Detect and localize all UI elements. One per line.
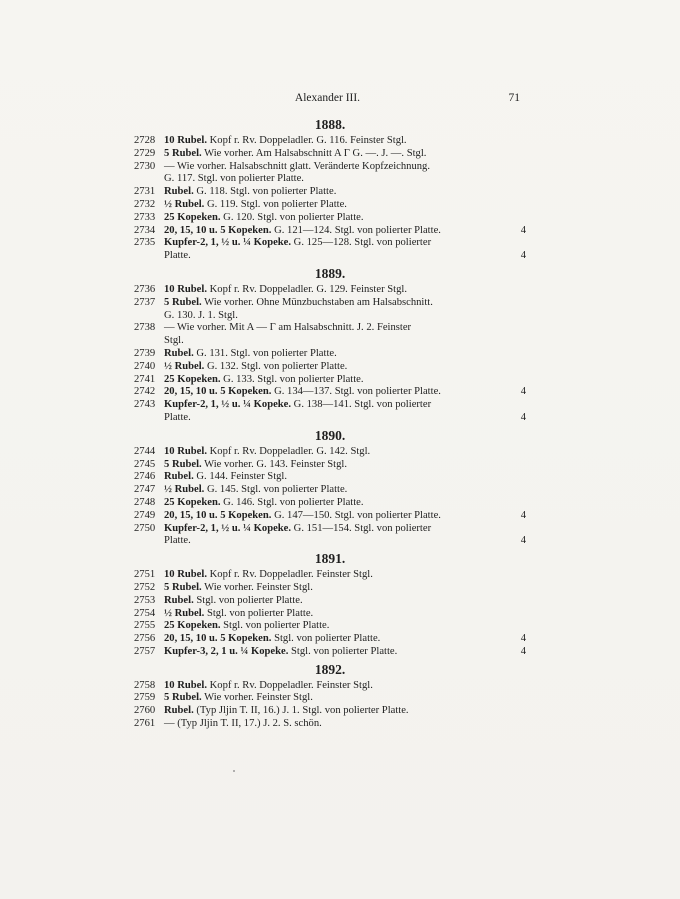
entry-number: 2757 — [134, 645, 156, 657]
catalog-entry — [134, 446, 526, 459]
entry-number: 2754 — [134, 607, 156, 619]
entry-description: G. 120. Stgl. von polierter Platte. — [220, 211, 364, 223]
entry-number: 2741 — [134, 373, 156, 385]
catalog-entry — [134, 459, 526, 472]
entry-number: 2732 — [134, 198, 156, 210]
entry-number: 2729 — [134, 147, 156, 159]
entry-number: 2744 — [134, 445, 156, 457]
entry-description: G. 138—141. Stgl. von polierter — [291, 399, 432, 411]
catalog-entry — [134, 510, 526, 523]
catalog-entry — [134, 212, 526, 225]
quantity-note: 4 — [520, 224, 526, 236]
catalog-entry — [134, 692, 526, 705]
page-header — [135, 92, 520, 108]
catalog-entry — [134, 237, 526, 263]
catalog-entry — [134, 633, 526, 646]
entry-number: 2730 — [134, 160, 156, 172]
denomination: 20, 15, 10 u. 5 Kopeken. — [164, 224, 272, 236]
entry-description: G. 133. Stgl. von polierter Platte. — [220, 373, 364, 385]
entry-number: 2759 — [134, 692, 156, 704]
entry-description: Stgl. von polierter Platte. — [220, 620, 330, 632]
entry-number: 2745 — [134, 458, 156, 470]
entry-description: Kopf r. Rv. Doppeladler. Feinster Stgl. — [206, 569, 373, 581]
catalog-entry — [134, 148, 526, 161]
entry-number: 2742 — [134, 386, 156, 398]
denomination: Rubel. — [164, 186, 194, 198]
entry-continuation — [134, 250, 526, 263]
entry-continuation — [134, 335, 526, 348]
catalog-entry — [134, 322, 526, 348]
denomination: 25 Kopeken. — [164, 620, 221, 632]
entry-description: — Wie vorher. Halsabschnitt glatt. Veränderte Kopfzeichnung. — [164, 160, 431, 172]
quantity-note: 4 — [520, 386, 526, 398]
catalog-entry — [134, 471, 526, 484]
denomination: 10 Rubel. — [164, 283, 207, 295]
entry-description: G. 119. Stgl. von polierter Platte. — [204, 198, 347, 210]
entry-number: 2752 — [134, 581, 156, 593]
entry-number: 2736 — [134, 283, 156, 295]
denomination: 25 Kopeken. — [164, 496, 221, 508]
quantity-note: 4 — [520, 250, 526, 262]
year-heading: 1889. — [314, 265, 346, 281]
entry-number: 2760 — [134, 705, 156, 717]
year-heading: 1891. — [314, 551, 346, 567]
year-heading: 1890. — [314, 427, 346, 443]
entry-description: G. 134—137. Stgl. von polierter Platte. — [271, 386, 441, 398]
entry-description: G. 144. Feinster Stgl. — [193, 471, 288, 483]
entry-description: G. 125—128. Stgl. von polierter — [291, 237, 432, 249]
denomination: Rubel. — [164, 471, 194, 483]
entry-number: 2761 — [134, 718, 156, 730]
entry-number: 2737 — [134, 296, 156, 308]
running-title: Alexander III. — [294, 92, 361, 104]
entry-number: 2740 — [134, 360, 156, 372]
denomination: ½ Rubel. — [164, 484, 205, 496]
entry-number: 2731 — [134, 186, 156, 198]
catalog-entry — [134, 523, 526, 549]
denomination: 20, 15, 10 u. 5 Kopeken. — [164, 633, 272, 645]
continuation-text: Platte. — [164, 250, 191, 262]
denomination: 10 Rubel. — [164, 445, 207, 457]
catalog-entry — [134, 608, 526, 621]
entry-description: Wie vorher. Am Halsabschnitt A Г G. —. J. —. Stgl. — [201, 147, 427, 159]
denomination: 5 Rubel. — [164, 296, 202, 308]
entry-description: Wie vorher. Ohne Münzbuchstaben am Halsabschnitt. — [201, 296, 433, 308]
entry-number: 2749 — [134, 509, 156, 521]
denomination: Kupfer-2, 1, ½ u. ¼ Kopeke. — [164, 522, 292, 534]
catalog-entry — [134, 497, 526, 510]
catalog-entry — [134, 186, 526, 199]
denomination: Rubel. — [164, 705, 194, 717]
entry-number: 2738 — [134, 322, 156, 334]
denomination: Rubel. — [164, 347, 194, 359]
entry-description: G. 145. Stgl. von polierter Platte. — [204, 484, 348, 496]
quantity-note: 4 — [520, 645, 526, 657]
entry-description: (Typ Jljin T. II, 16.) J. 1. Stgl. von polierter Platte. — [193, 705, 409, 717]
quantity-note: 4 — [520, 535, 526, 547]
denomination: 5 Rubel. — [164, 147, 202, 159]
entry-description: Stgl. von polierter Platte. — [288, 645, 398, 657]
year-heading: 1892. — [314, 661, 346, 677]
entry-number: 2747 — [134, 484, 156, 496]
denomination: ½ Rubel. — [164, 607, 205, 619]
entry-description: Wie vorher. Feinster Stgl. — [201, 581, 313, 593]
continuation-text: G. 130. J. 1. Stgl. — [164, 309, 238, 321]
entry-description: G. 121—124. Stgl. von polierter Platte. — [271, 224, 441, 236]
continuation-text: Platte. — [164, 411, 191, 423]
denomination: 10 Rubel. — [164, 135, 207, 146]
denomination: 5 Rubel. — [164, 692, 202, 704]
denomination: 5 Rubel. — [164, 458, 202, 470]
entry-number: 2739 — [134, 347, 156, 359]
catalog-entry — [134, 620, 526, 633]
catalog-entry — [134, 484, 526, 497]
entry-description: Kopf r. Rv. Doppeladler. Feinster Stgl. — [206, 679, 373, 691]
denomination: 25 Kopeken. — [164, 211, 221, 223]
entry-continuation — [134, 173, 526, 186]
entry-description: G. 131. Stgl. von polierter Platte. — [193, 347, 337, 359]
catalog-listing — [134, 114, 526, 731]
entry-number: 2753 — [134, 594, 156, 606]
catalog-entry — [134, 199, 526, 212]
denomination: 20, 15, 10 u. 5 Kopeken. — [164, 509, 272, 521]
entry-description: Wie vorher. Feinster Stgl. — [201, 692, 313, 704]
catalog-entry — [134, 297, 526, 323]
entry-number: 2748 — [134, 496, 156, 508]
entry-continuation — [134, 412, 526, 425]
denomination: 25 Kopeken. — [164, 373, 221, 385]
denomination: 10 Rubel. — [164, 679, 207, 691]
entry-number: 2751 — [134, 569, 156, 581]
entry-description: Kopf r. Rv. Doppeladler. G. 142. Stgl. — [206, 445, 371, 457]
entry-continuation — [134, 310, 526, 323]
entry-number: 2743 — [134, 399, 156, 411]
denomination: ½ Rubel. — [164, 360, 205, 372]
catalog-entry — [134, 705, 526, 718]
entry-number: 2746 — [134, 471, 156, 483]
denomination: Kupfer-2, 1, ½ u. ¼ Kopeke. — [164, 399, 292, 411]
entry-description: Kopf r. Rv. Doppeladler. G. 116. Feinster Stgl. — [206, 135, 407, 146]
catalog-entry — [134, 284, 526, 297]
entry-number: 2756 — [134, 633, 156, 645]
catalog-entry — [134, 595, 526, 608]
entry-description: G. 151—154. Stgl. von polierter — [291, 522, 432, 534]
denomination: 10 Rubel. — [164, 569, 207, 581]
entry-description: G. 118. Stgl. von polierter Platte. — [193, 186, 337, 198]
entry-description: Wie vorher. G. 143. Feinster Stgl. — [201, 458, 348, 470]
catalog-entry — [134, 399, 526, 425]
entry-description: Stgl. von polierter Platte. — [271, 633, 381, 645]
continuation-text: Platte. — [164, 535, 191, 547]
entry-description: G. 146. Stgl. von polierter Platte. — [220, 496, 364, 508]
entry-number: 2758 — [134, 679, 156, 691]
entry-description: — Wie vorher. Mit A — Г am Halsabschnitt. J. 2. Feinster — [164, 322, 412, 334]
year-heading: 1888. — [314, 117, 346, 132]
catalog-entry — [134, 680, 526, 693]
entry-number: 2750 — [134, 522, 156, 534]
entry-number: 2755 — [134, 620, 156, 632]
catalog-entry — [134, 348, 526, 361]
denomination: 20, 15, 10 u. 5 Kopeken. — [164, 386, 272, 398]
entry-description: Stgl. von polierter Platte. — [204, 607, 314, 619]
catalog-entry — [134, 569, 526, 582]
catalog-entry — [134, 582, 526, 595]
catalog-entry — [134, 361, 526, 374]
denomination: Kupfer-3, 2, 1 u. ¼ Kopeke. — [164, 645, 289, 657]
continuation-text: Stgl. — [164, 335, 184, 347]
speck — [233, 770, 235, 772]
catalog-entry — [134, 718, 526, 731]
catalog-entry — [134, 225, 526, 238]
catalog-entry — [134, 135, 526, 148]
entry-continuation — [134, 535, 526, 548]
page-number: 71 — [508, 92, 520, 104]
entry-description: Kopf r. Rv. Doppeladler. G. 129. Feinster Stgl. — [206, 283, 407, 295]
quantity-note: 4 — [520, 633, 526, 645]
catalog-entry — [134, 386, 526, 399]
catalog-entry — [134, 646, 526, 659]
entry-description: G. 147—150. Stgl. von polierter Platte. — [271, 509, 441, 521]
entry-number: 2728 — [134, 135, 156, 146]
quantity-note: 4 — [520, 509, 526, 521]
entry-description: G. 132. Stgl. von polierter Platte. — [204, 360, 348, 372]
quantity-note: 4 — [520, 411, 526, 423]
denomination: ½ Rubel. — [164, 198, 205, 210]
continuation-text: G. 117. Stgl. von polierter Platte. — [164, 173, 304, 185]
entry-number: 2735 — [134, 237, 156, 249]
entry-number: 2734 — [134, 224, 156, 236]
catalog-entry — [134, 374, 526, 387]
entry-description: — (Typ Jljin T. II, 17.) J. 2. S. schön. — [164, 718, 322, 730]
denomination: Rubel. — [164, 594, 194, 606]
denomination: 5 Rubel. — [164, 581, 202, 593]
catalog-entry — [134, 161, 526, 187]
entry-number: 2733 — [134, 211, 156, 223]
denomination: Kupfer-2, 1, ½ u. ¼ Kopeke. — [164, 237, 292, 249]
entry-description: Stgl. von polierter Platte. — [193, 594, 303, 606]
